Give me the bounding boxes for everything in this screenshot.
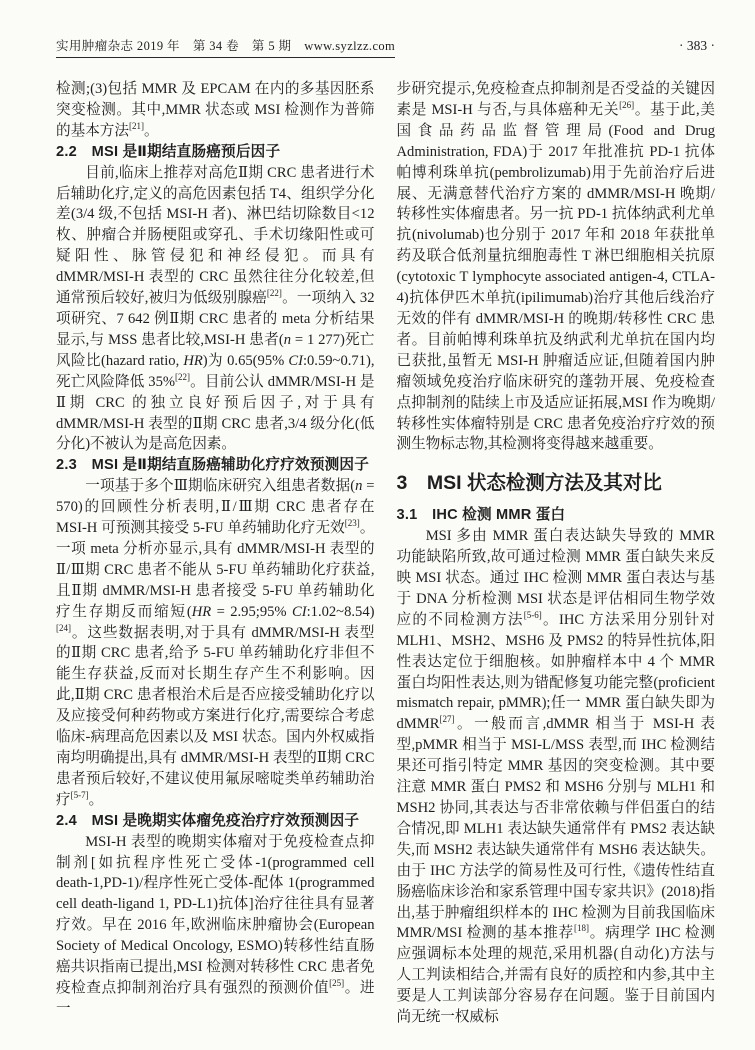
paragraph: 步研究提示,免疫检查点抑制剂是否受益的关键因素是 MSI-H 与否,与具体癌种无关[26]。基于此,美国食品药品监督管理局(Food and Drug Administration, FDA)于 2017 年批准抗 PD-1 抗体帕博利珠单抗(pembrolizumab)用于先前治疗后进展、无满意替代治疗方案的 dMMR/MSI-H 晚期/转移性实体瘤患者。另一抗 PD-1 抗体纳武利尤单抗(nivolumab)也分别于 2017 年和 2018 年获批单药及联合低剂量抗细胞毒性 T 淋巴细胞相关抗原(cytotoxic T lymphocyte associated antigen-4, CTLA-4)抗体伊匹木单抗(ipilimumab)治疗其他后线治疗无效的伴有 dMMR/MSI-H 的晚期/转移性 CRC 患者。目前帕博利珠单抗及纳武利尤单抗在国内均已获批,虽暂无 MSI-H 肿瘤适应证,但随着国内肿瘤领域免疫治疗临床研究的蓬勃开展、免疫检查点抑制剂的陆续上市及适应证拓展,MSI 作为晚期/转移性实体瘤特别是 CRC 患者免疫治疗疗效的预测生物标志物,其检测将变得越来越重要。 [396, 81, 715, 453]
citation-ref: [21] [128, 120, 144, 131]
citation-ref: [5-7] [70, 789, 89, 800]
subsection-heading: 3.1 IHC 检测 MMR 蛋白 [396, 507, 566, 524]
paragraph: 目前,临床上推荐对高危Ⅱ期 CRC 患者进行术后辅助化疗,定义的高危因素包括 T4、组织学分化差(3/4 级,不包括 MSI-H 者)、淋巴结切除数目<12 枚、肿瘤合并肠梗阻或穿孔、手术切缘阳性或可疑阳性、脉管侵犯和神经侵犯。而具有 dMMR/MSI-H 表型的 CRC 虽然往往分化较差,但通常预后较好,被归为低级别腺癌[22]。一项纳入 32 项研究、7 642 例Ⅱ期 CRC 患者的 meta 分析结果显示,与 MSS 患者比较,MSI-H 患者(n = 1 277)死亡风险比(hazard ratio, HR)为 0.65(95% CI:0.59~0.71),死亡风险降低 35%[22]。目前公认 dMMR/MSI-H 是Ⅱ期 CRC 的独立良好预后因子,对于具有 dMMR/MSI-H 表型的Ⅱ期 CRC 患者,3/4 级分化(低分化)不被认为是高危因素。 [56, 164, 375, 453]
stat-symbol: HR [183, 352, 203, 369]
paragraph: 一项基于多个Ⅲ期临床研究入组患者数据(n = 570)的回顾性分析表明,Ⅱ/Ⅲ期 CRC 患者存在 MSI-H 可预测其接受 5-FU 单药辅助化疗无效[23]。一项 meta 分析亦显示,具有 dMMR/MSI-H 表型的Ⅱ/Ⅲ期 CRC 患者不能从 5-FU 单药辅助化疗获益,且Ⅱ期 dMMR/MSI-H 患者接受 5-FU 单药辅助化疗生存期反而缩短(HR = 2.95;95% CI:1.02~8.54)[24]。这些数据表明,对于具有 dMMR/MSI-H 表型的Ⅱ期 CRC 患者,给予 5-FU 单药辅助化疗非但不能生存获益,反而对长期生存产生不利影响。因此,Ⅱ期 CRC 患者根治术后是否应接受辅助化疗以及应接受何种药物或方案进行化疗,需要综合考虑临床-病理高危因素以及 MSI 状态。国内外权威指南均明确提出,具有 dMMR/MSI-H 表型的Ⅱ期 CRC 患者预后较好,不建议使用氟尿嘧啶类单药辅助治疗[5-7]。 [56, 478, 375, 808]
article-body [56, 79, 715, 1028]
citation-ref: [26] [619, 100, 635, 111]
subsection-heading: 2.4 MSI 是晚期实体瘤免疫治疗疗效预测因子 [56, 812, 360, 829]
right-column [397, 79, 716, 1028]
subsection-heading: 2.2 MSI 是Ⅱ期结直肠癌预后因子 [56, 143, 281, 160]
stat-symbol: CI [292, 603, 307, 620]
citation-ref: [5-6] [523, 609, 542, 620]
citation-ref: [24] [56, 622, 71, 633]
stat-symbol: CI [288, 352, 303, 369]
paragraph: MSI-H 表型的晚期实体瘤对于免疫检查点抑制剂[如抗程序性死亡受体-1(programmed cell death-1,PD-1)/程序性死亡受体-配体 1(programmed cell death-ligand 1, PD-L1)抗体]治疗往往具有显著疗效。早在 2016 年,欧洲临床肿瘤协会(European Society of Medical Oncology, ESMO)转移性结直肠癌共识指南已提出,MSI 检测对转移性 CRC 患者免疫检查点抑制剂治疗具有强烈的预测价值[25]。进一 [56, 833, 375, 1017]
subsection-heading: 2.3 MSI 是Ⅱ期结直肠癌辅助化疗疗效预测因子 [56, 457, 369, 474]
citation-ref: [18] [574, 923, 589, 934]
stat-symbol: n [355, 478, 363, 495]
citation-ref: [23] [344, 518, 360, 529]
paragraph: 检测;(3)包括 MMR 及 EPCAM 在内的多基因胚系突变检测。其中,MMR 状态或 MSI 检测作为普筛的基本方法[21]。 [56, 81, 375, 139]
citation-ref: [25] [329, 978, 345, 989]
paragraph: MSI 多由 MMR 蛋白表达缺失导致的 MMR 功能缺陷所致,故可通过检测 MMR 蛋白缺失来反映 MSI 状态。通过 IHC 检测 MMR 蛋白表达与基于 DNA 分析检测 MSI 状态是评估相同生物学效应的不同检测方法[5-6]。IHC 方法采用分别针对 MLH1、MSH2、MSH6 及 PMS2 的特异性抗体,阳性表达定位于细胞核。如肿瘤样本中 4 个 MMR 蛋白均阳性表达,则为错配修复功能完整(proficient mismatch repair, pMMR);任一 MMR 蛋白缺失即为 dMMR[27]。一般而言,dMMR 相当于 MSI-H 表型,pMMR 相当于 MSI-L/MSS 表型,而 IHC 检测结果还可指引特定 MMR 基因的突变检测。其中要注意 MMR 蛋白 PMS2 和 MSH6 分别与 MLH1 和 MSH2 协同,其表达与否非常依赖与伴侣蛋白的结合情况,即 MLH1 表达缺失通常伴有 PMS2 表达缺失,而 MSH2 表达缺失通常伴有 MSH6 表达缺失。由于 IHC 方法学的简易性及可行性,《遗传性结直肠癌临床诊治和家系管理中国专家共识》(2018)指出,基于肿瘤组织样本的 IHC 检测为目前我国临床 MMR/MSI 检测的基本推荐[18]。病理学 IHC 检测应强调标本处理的规范,采用机器(自动化)方法与人工判读相结合,并需有良好的质控和内参,其中主要是人工判读部分容易存在问题。鉴于目前国内尚无统一权威标 [396, 528, 715, 1026]
section-heading: 3 MSI 状态检测方法及其对比 [396, 472, 662, 495]
citation-ref: [27] [439, 714, 455, 725]
stat-symbol: HR [191, 603, 212, 620]
page-number: · 383 · [679, 38, 715, 53]
page-header [56, 36, 715, 58]
stat-symbol: n [283, 331, 292, 348]
left-column [56, 79, 375, 1028]
citation-ref: [22] [266, 288, 282, 299]
citation-ref: [22] [175, 371, 191, 382]
journal-info: 实用肿瘤杂志 2019 年 第 34 卷 第 5 期 www.syzlzz.com [56, 36, 395, 58]
